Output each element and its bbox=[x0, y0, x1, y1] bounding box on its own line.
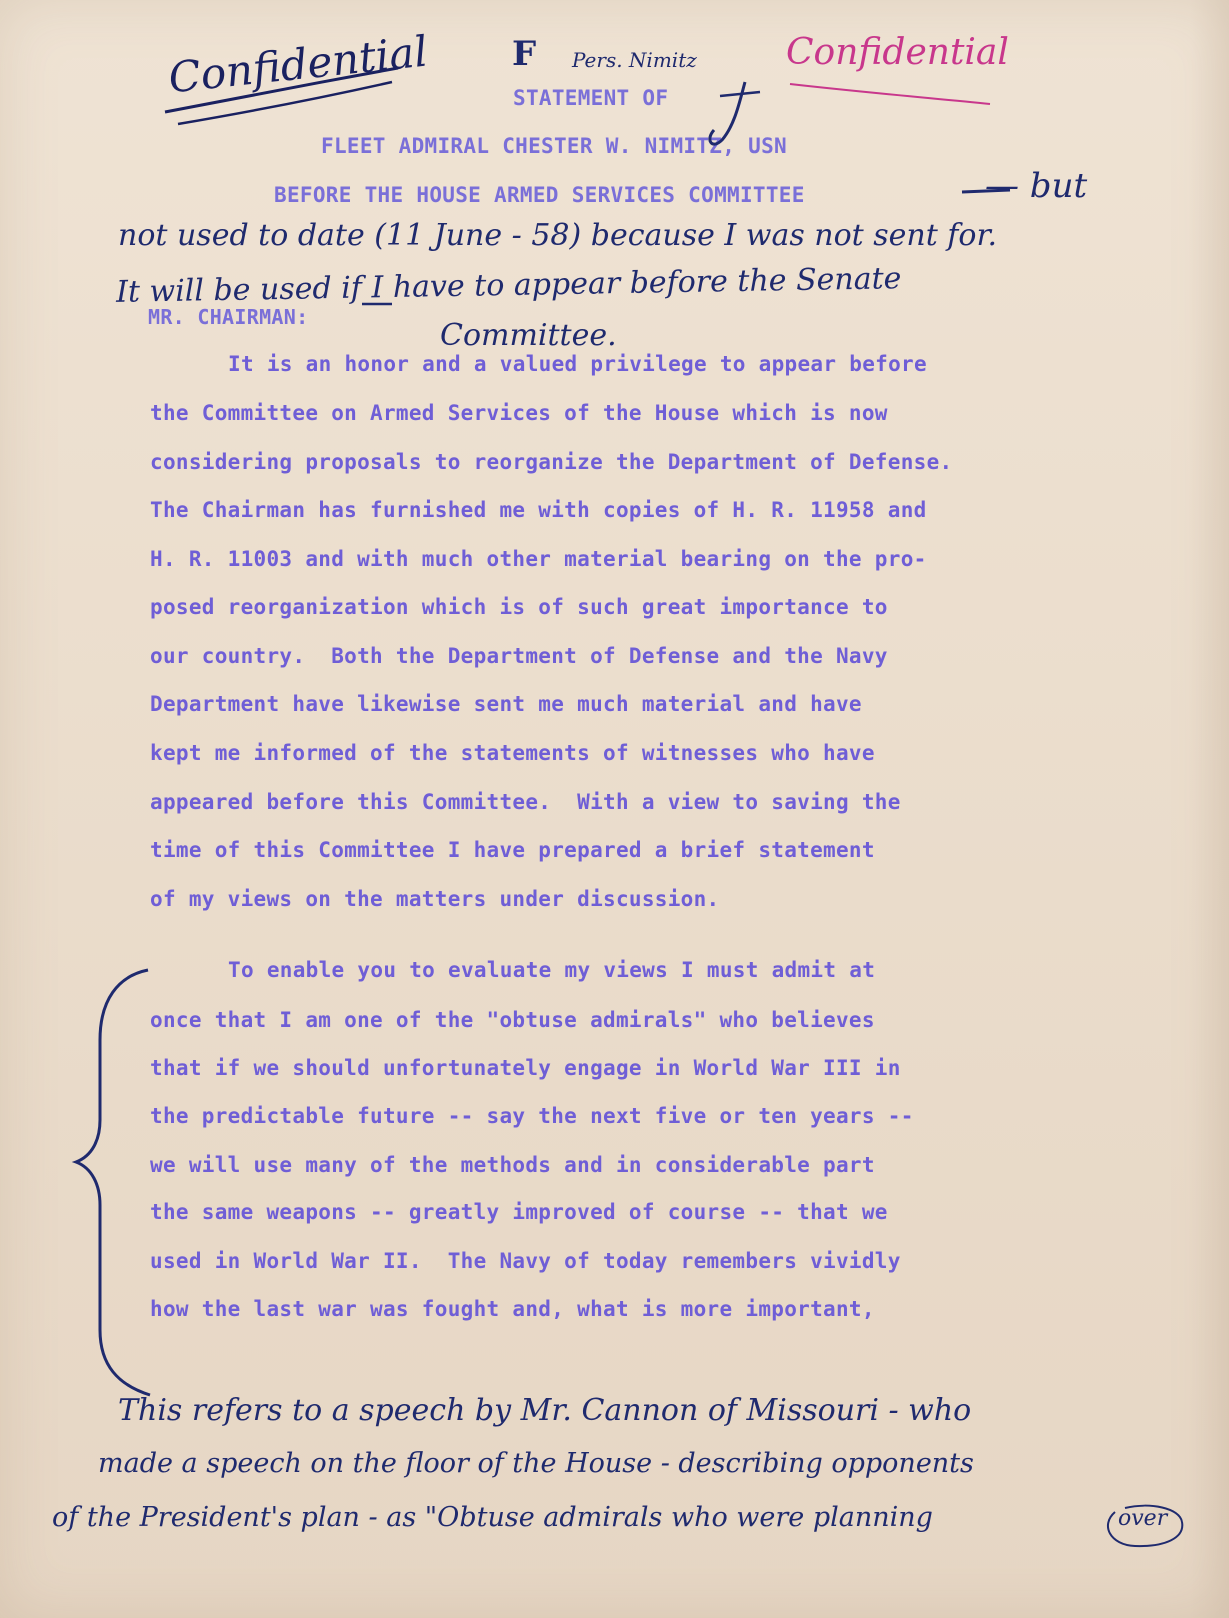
confidential-pink-underline bbox=[790, 84, 990, 104]
handwritten-confidential-left: Confidential bbox=[166, 26, 430, 103]
handwritten-f-mark bbox=[710, 82, 745, 144]
note-dash bbox=[962, 190, 1010, 192]
handwritten-confidential-right: Confidential bbox=[786, 32, 1009, 73]
paragraph2-line: once that I am one of the "obtuse admirals" who believes bbox=[150, 1008, 875, 1032]
paragraph1-line: The Chairman has furnished me with copies of H. R. 11958 and bbox=[150, 498, 927, 522]
salutation: MR. CHAIRMAN: bbox=[148, 305, 309, 329]
handwritten-note-line1: — but bbox=[985, 166, 1088, 206]
paragraph1-line: our country. Both the Department of Defense and the Navy bbox=[150, 644, 888, 668]
paragraph2-line: how the last war was fought and, what is more important, bbox=[150, 1297, 875, 1321]
paragraph1-line: H. R. 11003 and with much other material bearing on the pro- bbox=[150, 547, 927, 571]
paragraph2-line: used in World War II. The Navy of today remembers vividly bbox=[150, 1249, 901, 1273]
paragraph2-line: the same weapons -- greatly improved of course -- that we bbox=[150, 1200, 888, 1224]
paragraph1-line: of my views on the matters under discussion. bbox=[150, 887, 720, 911]
paragraph1-line: appeared before this Committee. With a view to saving the bbox=[150, 790, 901, 814]
handwritten-footer-line3: of the President's plan - as "Obtuse admirals who were planning bbox=[52, 1502, 933, 1533]
paragraph2-line: the predictable future -- say the next five or ten years -- bbox=[150, 1104, 914, 1128]
paragraph2-line: we will use many of the methods and in considerable part bbox=[150, 1153, 875, 1177]
handwritten-footer-over: over bbox=[1118, 1506, 1168, 1531]
handwritten-file-note: Pers. Nimitz bbox=[572, 48, 697, 72]
paragraph1-line: posed reorganization which is of such great importance to bbox=[150, 595, 888, 619]
handwritten-file-letter: F bbox=[512, 34, 537, 74]
paragraph1-line: Department have likewise sent me much material and have bbox=[150, 692, 862, 716]
handwritten-footer-line1: This refers to a speech by Mr. Cannon of Missouri - who bbox=[118, 1393, 972, 1428]
handwritten-note-line3: It will be used if I have to appear before the Senate bbox=[115, 261, 902, 310]
paragraph2-line: that if we should unfortunately engage in World War III in bbox=[150, 1056, 901, 1080]
paragraph1-line: time of this Committee I have prepared a brief statement bbox=[150, 838, 875, 862]
header-admiral-name: FLEET ADMIRAL CHESTER W. NIMITZ, USN bbox=[321, 134, 787, 158]
paragraph1-line: the Committee on Armed Services of the House which is now bbox=[150, 401, 888, 425]
header-statement-of: STATEMENT OF bbox=[513, 86, 669, 110]
paragraph2-line: To enable you to evaluate my views I must admit at bbox=[228, 958, 876, 982]
header-committee: BEFORE THE HOUSE ARMED SERVICES COMMITTEE bbox=[274, 183, 805, 207]
over-circle bbox=[1108, 1506, 1182, 1546]
handwritten-note-line4: Committee. bbox=[440, 318, 617, 353]
paragraph1-line: kept me informed of the statements of witnesses who have bbox=[150, 741, 875, 765]
paragraph1-line: It is an honor and a valued privilege to appear before bbox=[228, 352, 927, 376]
paragraph1-line: considering proposals to reorganize the Department of Defense. bbox=[150, 450, 953, 474]
handwritten-note-line2: not used to date (11 June - 58) because I was not sent for. bbox=[118, 218, 998, 253]
left-brace bbox=[76, 970, 150, 1395]
handwritten-footer-line2: made a speech on the floor of the House - describing opponents bbox=[98, 1448, 974, 1479]
